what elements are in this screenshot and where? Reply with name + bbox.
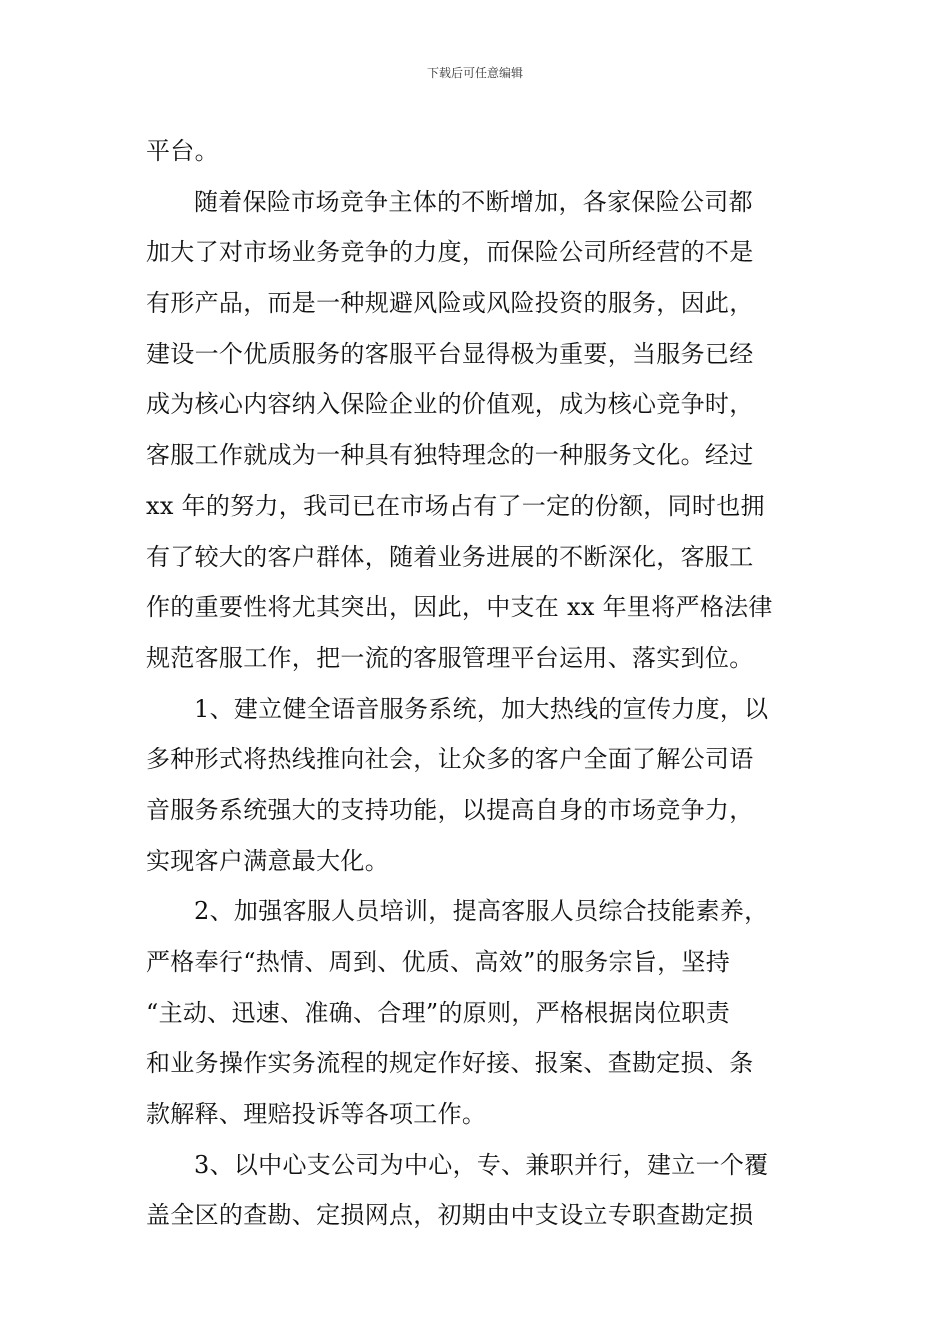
- text-line: 款解释、理赔投诉等各项工作。: [146, 1100, 487, 1129]
- text-line: 有形产品，而是一种规避风险或风险投资的服务，因此，: [146, 289, 754, 318]
- text-line: 实现客户满意最大化。: [146, 846, 389, 875]
- text-line: xx 年的努力，我司已在市场占有了一定的份额，同时也拥: [146, 491, 765, 520]
- text-line: 客服工作就成为一种具有独特理念的一种服务文化。经过: [146, 441, 754, 470]
- text-line: 多种形式将热线推向社会，让众多的客户全面了解公司语: [146, 745, 754, 774]
- text-line: 严格奉行“热情、周到、优质、高效”的服务宗旨，坚持: [146, 948, 731, 976]
- document-body: [146, 126, 810, 1241]
- paragraph-first-line: 2、加强客服人员培训，提高客服人员综合技能素养，: [194, 897, 769, 926]
- text-line: 规范客服工作，把一流的客服管理平台运用、落实到位。: [146, 643, 754, 672]
- text-line: 作的重要性将尤其突出，因此，中支在 xx 年里将严格法律: [146, 593, 773, 622]
- paragraph-first-line: 1、建立健全语音服务系统，加大热线的宣传力度，以: [194, 694, 769, 723]
- paragraph-first-line: 随着保险市场竞争主体的不断增加，各家保险公司都: [194, 187, 753, 216]
- text-line: “主动、迅速、准确、合理”的原则，严格根据岗位职责: [146, 998, 731, 1027]
- text-line: 音服务系统强大的支持功能，以提高自身的市场竞争力，: [146, 795, 754, 824]
- text-line: 盖全区的查勘、定损网点，初期由中支设立专职查勘定损: [146, 1201, 754, 1230]
- text-line: 平台。: [146, 137, 219, 165]
- page-header: 下载后可任意编辑: [426, 66, 523, 80]
- paragraph-first-line: 3、以中心支公司为中心，专、兼职并行，建立一个覆: [194, 1150, 769, 1179]
- text-line: 成为核心内容纳入保险企业的价值观，成为核心竞争时，: [146, 390, 754, 419]
- text-line: 建设一个优质服务的客服平台显得极为重要，当服务已经: [146, 339, 754, 368]
- text-line: 和业务操作实务流程的规定作好接、报案、查勘定损、条: [146, 1049, 754, 1078]
- text-line: 加大了对市场业务竞争的力度，而保险公司所经营的不是: [146, 238, 754, 267]
- text-line: 有了较大的客户群体，随着业务进展的不断深化，客服工: [146, 542, 754, 571]
